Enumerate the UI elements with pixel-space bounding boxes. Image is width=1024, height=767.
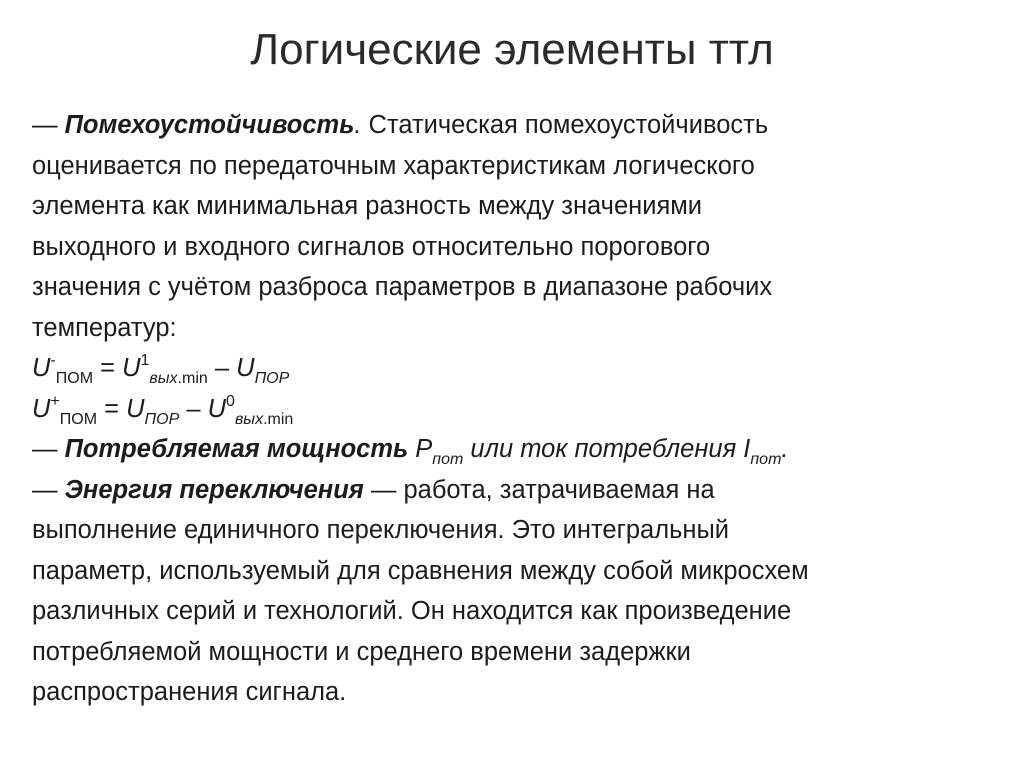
term-noise-immunity: Помехоустойчивость — [64, 111, 355, 139]
formula-u-pom-plus — [32, 389, 1002, 430]
formula-symbol: U — [207, 394, 227, 423]
formula-sub-italic: вых — [149, 370, 178, 387]
formula-sub — [149, 370, 207, 387]
paragraph-noise-immunity-line-4: выходного и входного сигналов относительно порогового — [32, 232, 711, 261]
formula-minus: – — [179, 394, 208, 423]
term-switch-energy: Энергия переключения — [64, 475, 364, 504]
formula-sub: ПОМ — [55, 370, 94, 387]
paragraph-noise-immunity-line-1 — [32, 105, 1002, 146]
paragraph-noise-immunity-line-2: оценивается по передаточным характеристикам логического — [32, 151, 755, 180]
formula-sub-min: .min — [263, 410, 294, 428]
term-dot: . — [354, 111, 369, 139]
formula-symbol: U — [32, 354, 51, 382]
power-dot: . — [781, 435, 789, 463]
current-sub: пот — [750, 451, 782, 468]
formula-sup: - — [50, 352, 56, 369]
dash: — — [32, 435, 65, 463]
text: — работа, затрачиваемая на — [363, 475, 715, 504]
formula-symbol: U — [126, 394, 145, 423]
formula-sup: 1 — [140, 352, 150, 369]
paragraph-switch-energy-line-2: выполнение единичного переключения. Это интегральный — [32, 516, 730, 544]
formula-sub: ПОР — [254, 370, 290, 387]
formula-symbol: U — [122, 354, 141, 382]
dash: — — [32, 475, 65, 504]
formula-eq: = — [97, 394, 127, 423]
slide-title: Логические элементы ттл — [250, 25, 774, 74]
paragraph-switch-energy-line-3: параметр, используемый для сравнения между собой микросхем — [32, 556, 809, 585]
slide-body — [32, 105, 1002, 713]
formula-sub: ПОР — [144, 410, 180, 428]
paragraph-switch-energy-line-4: различных серий и технологий. Он находится как произведение — [32, 597, 792, 625]
text: Статическая помехоустойчивость — [368, 111, 769, 139]
paragraph-switch-energy-line-5: потребляемой мощности и среднего времени задержки — [32, 637, 691, 666]
formula-symbol: U — [32, 394, 51, 423]
paragraph-noise-immunity-line-5: значения с учётом разброса параметров в диапазоне рабочих — [32, 273, 773, 301]
paragraph-switch-energy-line-1 — [32, 470, 1002, 511]
dash: — — [32, 111, 65, 139]
formula-minus: – — [207, 354, 237, 382]
paragraph-noise-immunity-line-3: элемента как минимальная разность между значениями — [32, 192, 703, 220]
paragraph-switch-energy-line-6: распространения сигнала. — [32, 678, 347, 706]
formula-sub — [235, 411, 293, 428]
formula-sub: ПОМ — [59, 410, 98, 428]
formula-u-pom-minus — [32, 348, 1002, 389]
formula-eq: = — [93, 354, 123, 382]
formula-sub-min: .min — [177, 370, 208, 387]
formula-sup: + — [50, 392, 60, 410]
formula-sup: 0 — [226, 392, 235, 410]
paragraph-power — [32, 429, 1002, 470]
power-symbol: P — [408, 435, 433, 463]
power-mid: или ток потребления I — [463, 435, 751, 463]
power-sub: пот — [432, 451, 464, 468]
term-power: Потребляемая мощность — [64, 435, 409, 463]
formula-sub-italic: вых — [234, 410, 264, 428]
paragraph-noise-immunity-line-6: температур: — [32, 313, 177, 342]
formula-symbol: U — [236, 354, 255, 382]
